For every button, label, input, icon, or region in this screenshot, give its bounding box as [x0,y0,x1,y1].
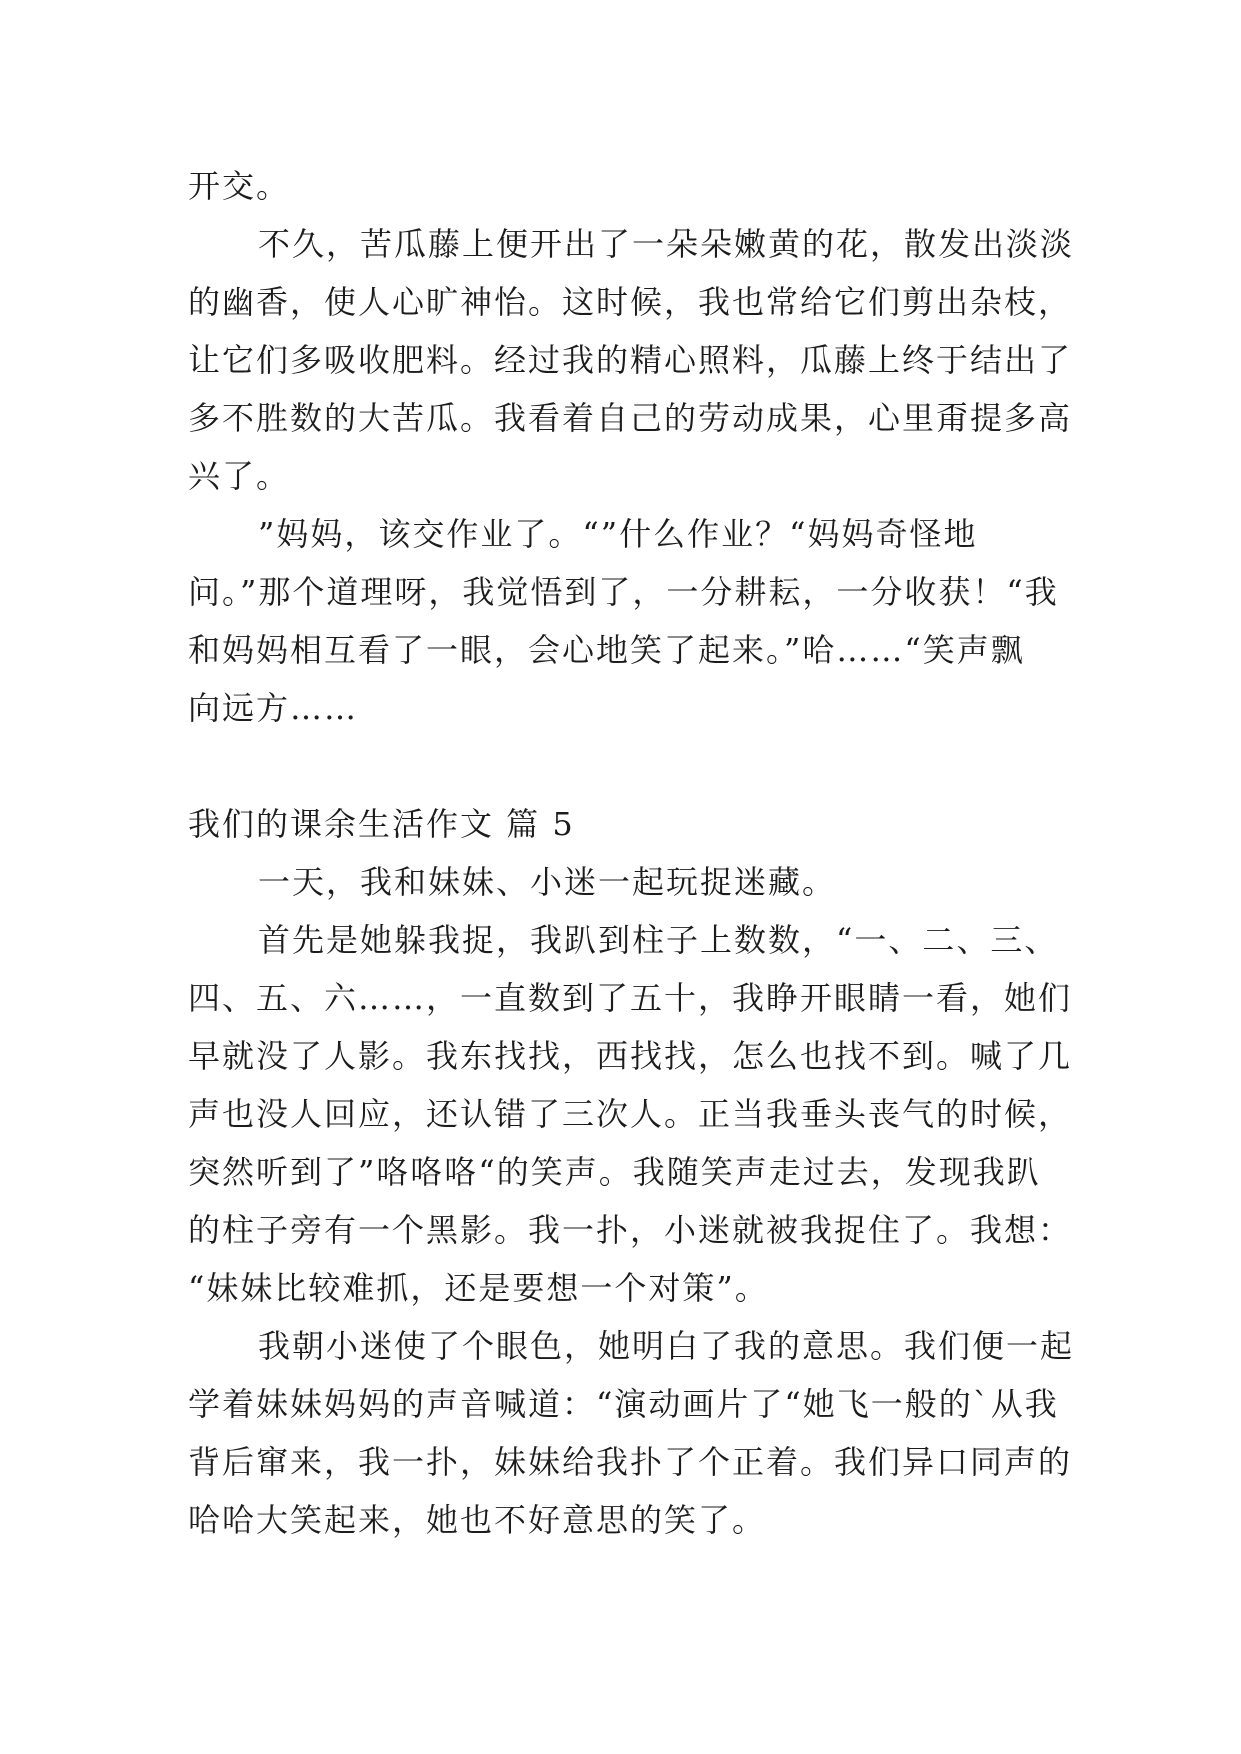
paragraph-line: 突然听到了”咯咯咯“的笑声。我随笑声走过去，发现我趴 [188,1153,1041,1191]
paragraph-line: 兴了。 [188,457,291,495]
paragraph-line: 首先是她躲我捉，我趴到柱子上数数，“一、二、三、 [258,921,1059,959]
paragraph-line: 背后窜来，我一扑，妹妹给我扑了个正着。我们异口同声的 [188,1443,1073,1481]
essay-part-2 [188,853,1075,1549]
essay-part-1 [188,157,1075,737]
paragraph-line: 学着妹妹妈妈的声音喊道：“演动画片了“她飞一般的`从我 [188,1385,1059,1423]
paragraph-line: 一天，我和妹妹、小迷一起玩捉迷藏。 [258,863,837,901]
paragraph-line: 的幽香，使人心旷神怡。这时候，我也常给它们剪出杂枝， [188,283,1073,321]
paragraph-line: 问。”那个道理呀，我觉悟到了，一分耕耘，一分收获！“我 [188,573,1059,611]
paragraph-line: 和妈妈相互看了一眼，会心地笑了起来。”哈……“笑声飘 [188,631,1025,669]
paragraph-line: 声也没人回应，还认错了三次人。正当我垂头丧气的时候， [188,1095,1073,1133]
paragraph-line: 多不胜数的大苦瓜。我看着自己的劳动成果，心里甭提多高 [188,399,1073,437]
paragraph-line: 让它们多吸收肥料。经过我的精心照料，瓜藤上终于结出了 [188,341,1073,379]
paragraph-line: 不久，苦瓜藤上便开出了一朵朵嫩黄的花，散发出淡淡 [258,225,1075,263]
paragraph-line: 早就没了人影。我东找找，西找找，怎么也找不到。喊了几 [188,1037,1073,1075]
paragraph-line: 哈哈大笑起来，她也不好意思的笑了。 [188,1501,767,1539]
paragraph-line: 四、五、六……，一直数到了五十，我睁开眼睛一看，她们 [188,979,1073,1017]
section-heading: 我们的课余生活作文 篇 5 [188,805,575,843]
paragraph-line: ”妈妈，该交作业了。“”什么作业？“妈妈奇怪地 [258,515,978,553]
paragraph-line: 开交。 [188,167,291,205]
paragraph-line: 的柱子旁有一个黑影。我一扑，小迷就被我捉住了。我想： [188,1211,1073,1249]
paragraph-line: 向远方…… [188,689,359,727]
paragraph-line: 我朝小迷使了个眼色，她明白了我的意思。我们便一起 [258,1327,1075,1365]
paragraph-line: “妹妹比较难抓，还是要想一个对策”。 [188,1269,769,1307]
